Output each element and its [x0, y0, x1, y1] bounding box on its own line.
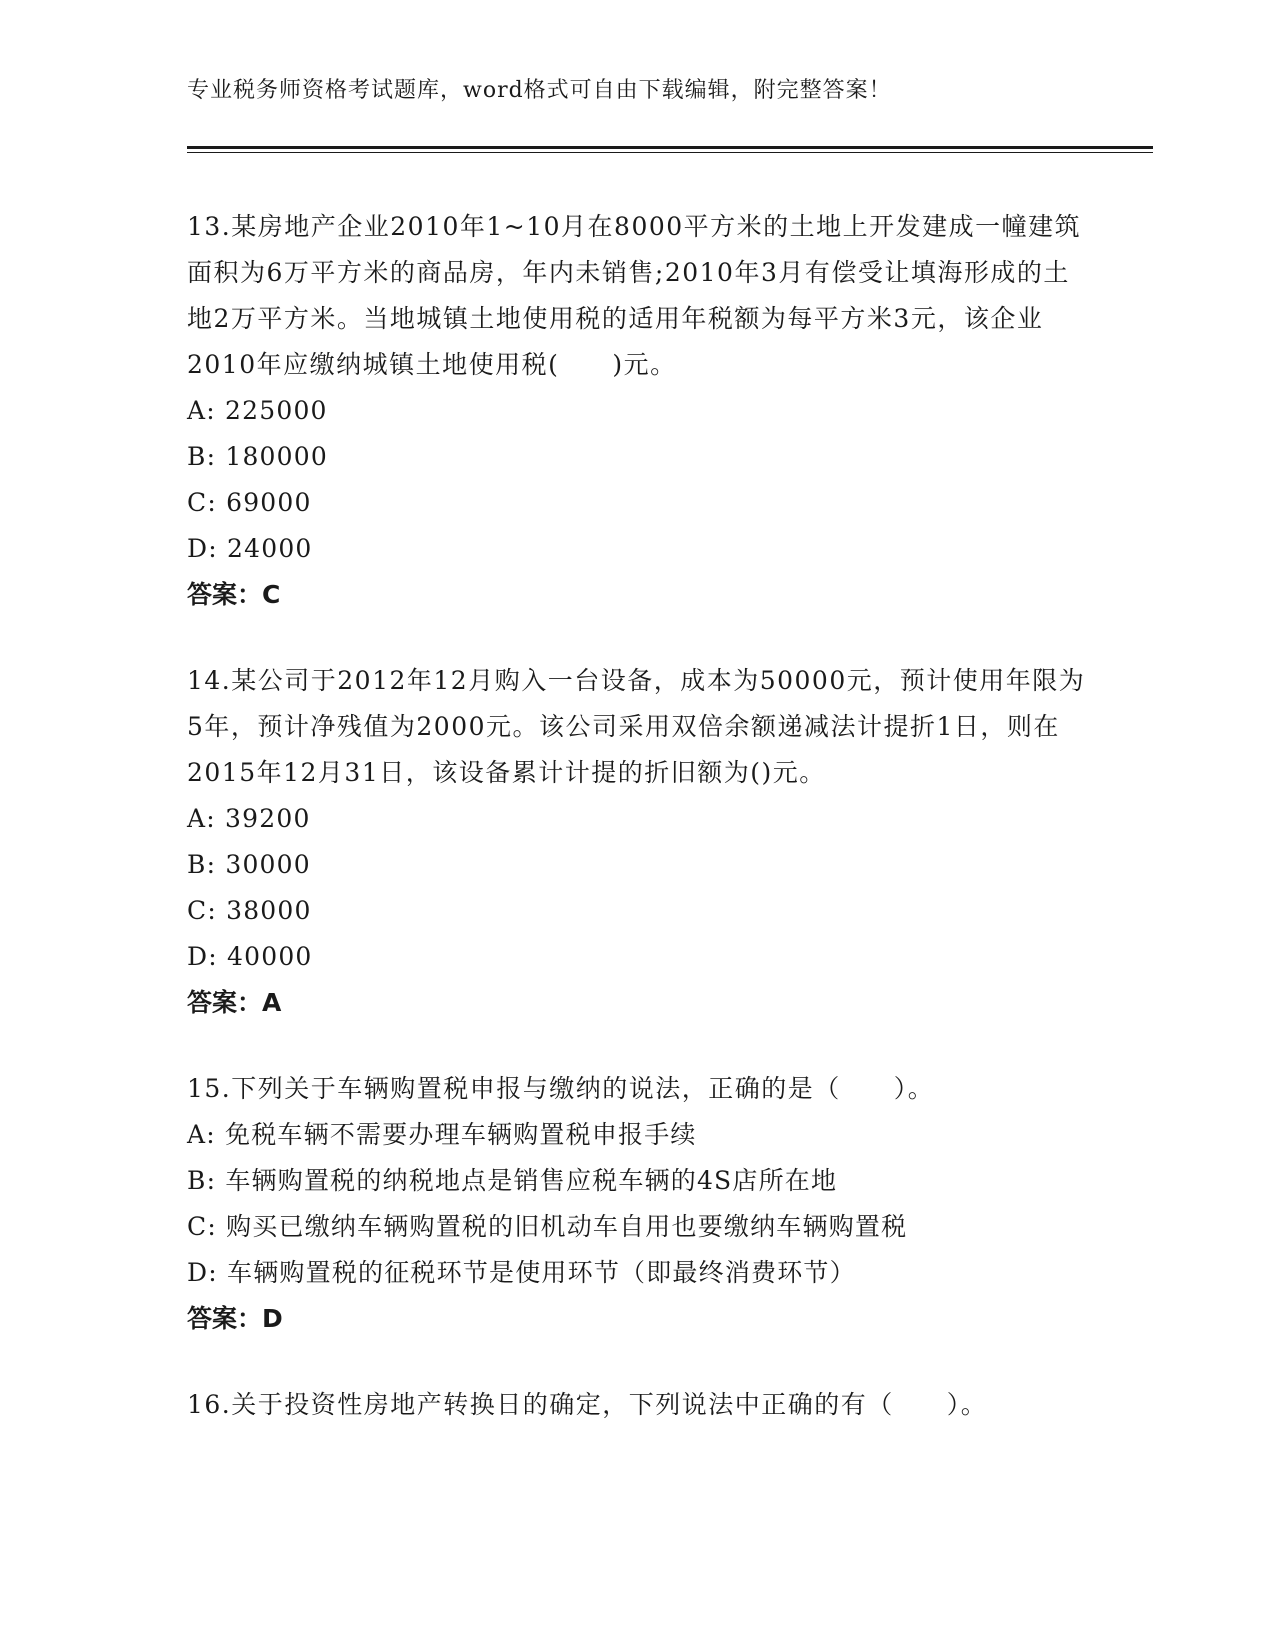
question-stem: 16.关于投资性房地产转换日的确定，下列说法中正确的有（ ）。 — [187, 1390, 988, 1419]
question-stem: 15.下列关于车辆购置税申报与缴纳的说法，正确的是（ ）。 — [187, 1074, 935, 1103]
question-stem: 14.某公司于2012年12月购入一台设备，成本为50000元，预计使用年限为5年，预计净残值为2000元。该公司采用双倍余额递减法计提折1日，则在2015年12月31日，该设备累计计提的折旧额为()元。 — [187, 666, 1086, 787]
option-d: D: 车辆购置税的征税环节是使用环节（即最终消费环节） — [187, 1258, 856, 1287]
question-stem: 13.某房地产企业2010年1~10月在8000平方米的土地上开发建成一幢建筑面积为6万平方米的商品房，年内未销售;2010年3月有偿受让填海形成的土地2万平方米。当地城镇土地使用税的适用年税额为每平方米3元，该企业2010年应缴纳城镇土地使用税( )元。 — [187, 212, 1082, 379]
question-list — [187, 204, 1087, 1468]
answer: 答案：A — [187, 988, 282, 1017]
answer: 答案：D — [187, 1304, 283, 1333]
question-15 — [187, 1066, 1087, 1342]
option-b: B: 车辆购置税的纳税地点是销售应税车辆的4S店所在地 — [187, 1166, 838, 1195]
question-13 — [187, 204, 1087, 618]
page-header: 专业税务师资格考试题库，word格式可自由下载编辑，附完整答案！ — [187, 78, 892, 103]
question-14 — [187, 658, 1087, 1026]
header-rule-thin — [187, 152, 1153, 153]
option-a: A: 39200 — [187, 804, 311, 833]
option-c: C: 69000 — [187, 488, 312, 517]
answer: 答案：C — [187, 580, 281, 609]
option-d: D: 40000 — [187, 942, 313, 971]
option-c: C: 38000 — [187, 896, 312, 925]
header-rule-thick — [187, 146, 1153, 149]
option-b: B: 180000 — [187, 442, 328, 471]
option-a: A: 225000 — [187, 396, 328, 425]
option-b: B: 30000 — [187, 850, 311, 879]
option-d: D: 24000 — [187, 534, 313, 563]
question-16 — [187, 1382, 1087, 1428]
option-a: A: 免税车辆不需要办理车辆购置税申报手续 — [187, 1120, 697, 1149]
option-c: C: 购买已缴纳车辆购置税的旧机动车自用也要缴纳车辆购置税 — [187, 1212, 908, 1241]
